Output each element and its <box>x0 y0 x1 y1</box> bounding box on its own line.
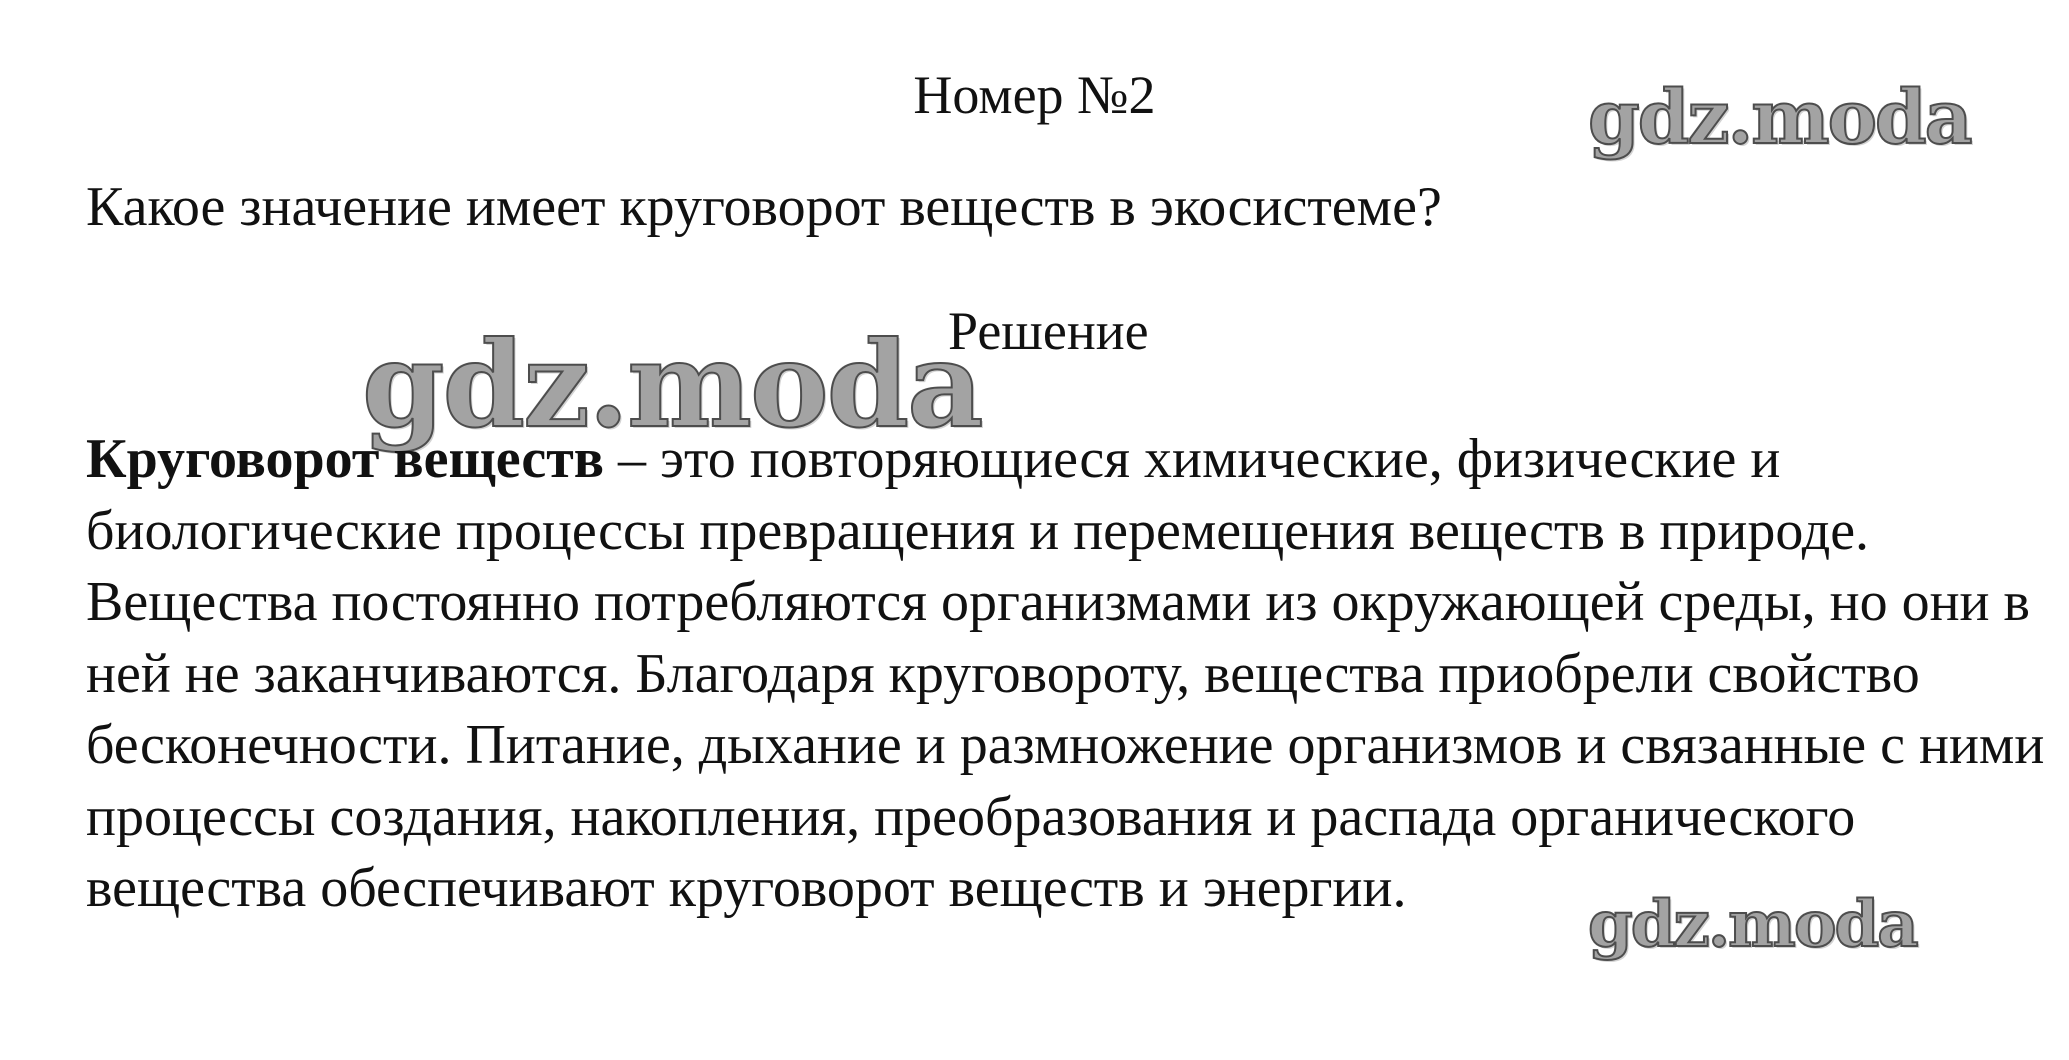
answer-body: – это повторяющиеся химические, физические и биологические процессы превращения и перемещения веществ в природе. Вещества постоянно потребляются организмами из окружающей среды, но они в ней не заканчиваются. Благодаря круговороту, вещества приобрели свойство бесконечности. Питание, дыхание и размножение организмов и связанные с ними процессы создания, накопления, преобразования и распада органического вещества обеспечивают круговорот веществ и энергии. <box>86 428 2045 919</box>
watermark-logo-bottom: gdz.moda <box>1588 887 1917 962</box>
watermark-logo-middle: gdz.moda <box>362 315 982 454</box>
page-title: Номер №2 <box>913 65 1156 125</box>
watermark-logo-top: gdz.moda <box>1588 75 1971 161</box>
answer-paragraph <box>86 424 2046 925</box>
answer-term: Круговорот веществ <box>86 428 604 490</box>
solution-heading: Решение <box>948 301 1149 361</box>
question-text: Какое значение имеет круговорот веществ в экосистеме? <box>86 176 1442 238</box>
answer-block <box>86 424 2046 925</box>
